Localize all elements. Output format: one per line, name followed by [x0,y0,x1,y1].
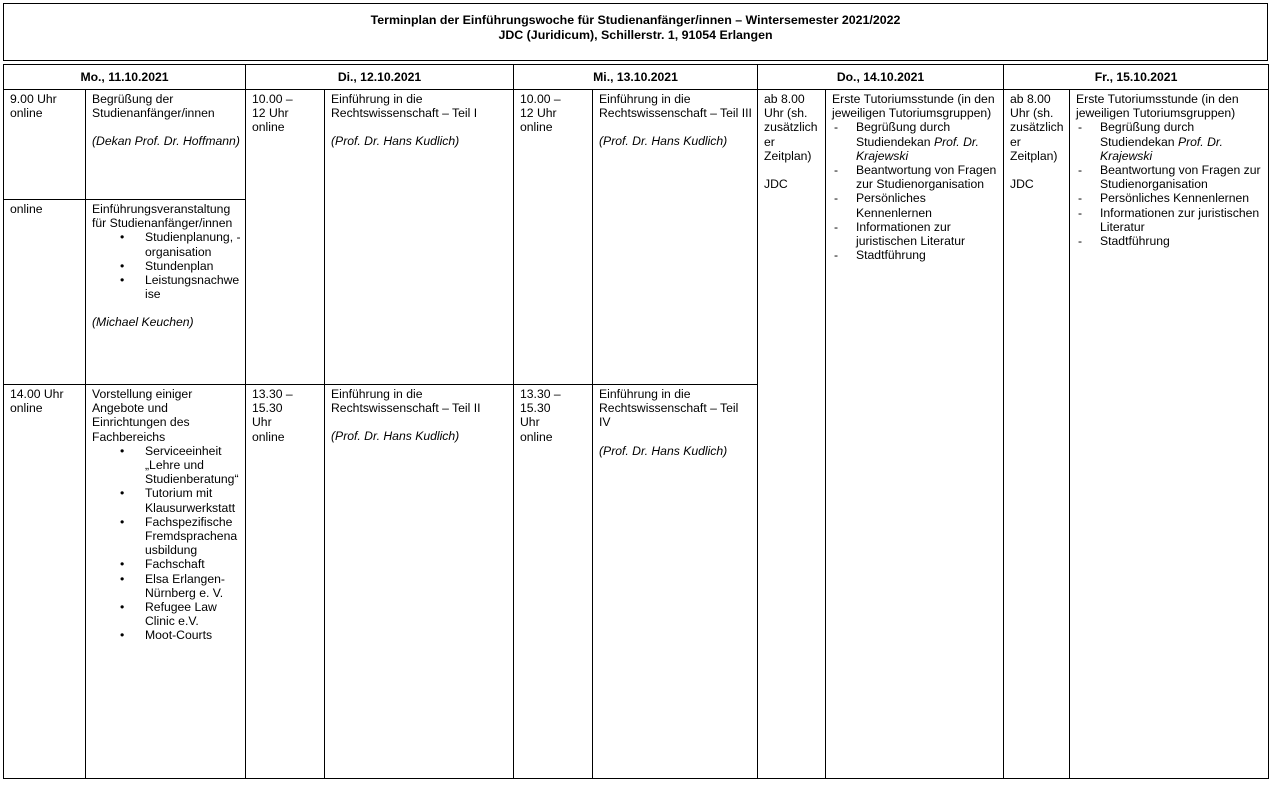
event-title: Einführung in die Rechtswissenschaft – Teil III [599,92,752,121]
mi-s1-event [593,90,758,385]
mi-s1-time: 10.00 – 12 Uhr online [514,90,593,385]
event-place: JDC [764,177,788,192]
list-item: - Stadtführung [832,248,999,262]
day-header-row [4,65,1269,90]
mo-s3-time: 14.00 Uhr online [4,385,86,779]
fr-time: ab 8.00 Uhr (sh. zusätzlicher Zeitplan) JDC [1004,90,1070,779]
event-title: Einführung in die Rechtswissenschaft – Teil IV [599,387,739,430]
event-speaker: (Michael Keuchen) [92,315,194,330]
schedule-table [3,64,1269,779]
day-header-mo: Mo., 11.10.2021 [4,65,246,90]
title-line-1: Terminplan der Einführungswoche für Studienanfänger/innen – Wintersemester 2021/2022 [370,13,901,27]
mo-s1-time: 9.00 Uhr online [4,90,86,200]
day-header-mi: Mi., 13.10.2021 [514,65,758,90]
list-item: - Persönliches Kennenlernen [832,191,999,219]
mo-s2-time: online [4,200,86,385]
list-item: • Tutorium mit Klausurwerkstatt [92,486,241,514]
schedule-row [4,90,1269,200]
mo-s2-topic-list [92,230,241,301]
event-title: Begrüßung der Studienanfänger/innen [92,92,215,121]
mo-s3-event [86,385,246,779]
event-speaker: (Prof. Dr. Hans Kudlich) [599,443,728,458]
list-item: • Moot-Courts [92,628,241,642]
do-time: ab 8.00 Uhr (sh. zusätzlicher Zeitplan) JDC [758,90,826,779]
mo-s1-event [86,90,246,200]
list-item: - Begrüßung durch Studiendekan Prof. Dr. Krajewski [832,120,999,163]
list-item: - Persönliches Kennenlernen [1076,191,1264,205]
fr-event [1070,90,1269,779]
event-title: Vorstellung einiger Angebote und Einrichtungen des Fachbereichs [92,387,193,444]
list-item: - Beantwortung von Fragen zur Studienorganisation [1076,163,1264,191]
list-item: - Stadtführung [1076,234,1264,248]
mi-s2-time: 13.30 – 15.30 Uhr online [514,385,593,779]
list-item: • Elsa Erlangen-Nürnberg e. V. [92,572,241,600]
list-item: - Beantwortung von Fragen zur Studienorganisation [832,163,999,191]
list-item: • Stundenplan [92,259,241,273]
mo-s2-event [86,200,246,385]
event-place: JDC [1010,177,1034,192]
mo-s3-topic-list [92,444,241,643]
event-title: Einführungsveranstaltung für Studienanfänger/innen [92,202,233,231]
list-item: - Begrüßung durch Studiendekan Prof. Dr. Krajewski [1076,120,1264,163]
event-speaker: (Dekan Prof. Dr. Hoffmann) [92,134,240,149]
event-title: Erste Tutoriumsstunde (in den jeweiligen Tutoriumsgruppen) [832,92,995,121]
di-s1-event [325,90,514,385]
mi-s2-event [593,385,758,779]
event-speaker: (Prof. Dr. Hans Kudlich) [331,134,460,149]
schedule-title [3,3,1268,61]
list-item: • Fachspezifische Fremdsprachenausbildung [92,515,241,558]
list-item: • Serviceeinheit „Lehre und Studienberatung“ [92,444,241,487]
di-s2-time: 13.30 – 15.30 Uhr online [246,385,325,779]
day-header-di: Di., 12.10.2021 [246,65,514,90]
title-line-2: JDC (Juridicum), Schillerstr. 1, 91054 Erlangen [498,28,773,42]
event-title: Erste Tutoriumsstunde (in den jeweiligen Tutoriumsgruppen) [1076,92,1239,121]
do-event [826,90,1004,779]
event-title: Einführung in die Rechtswissenschaft – Teil I [331,92,478,121]
day-header-do: Do., 14.10.2021 [758,65,1004,90]
day-header-fr: Fr., 15.10.2021 [1004,65,1269,90]
fr-topic-list [1076,120,1264,248]
di-s2-event [325,385,514,779]
event-title: Einführung in die Rechtswissenschaft – Teil II [331,387,481,416]
list-item: - Informationen zur juristischen Literatur [832,220,999,248]
list-item: • Refugee Law Clinic e.V. [92,600,241,628]
list-item: • Fachschaft [92,557,241,571]
list-item: - Informationen zur juristischen Literatur [1076,206,1264,234]
list-item: • Leistungsnachweise [92,273,241,301]
di-s1-time: 10.00 – 12 Uhr online [246,90,325,385]
event-speaker: (Prof. Dr. Hans Kudlich) [599,134,728,149]
do-topic-list [832,120,999,262]
list-item: • Studienplanung, -organisation [92,230,241,258]
event-speaker: (Prof. Dr. Hans Kudlich) [331,429,460,444]
